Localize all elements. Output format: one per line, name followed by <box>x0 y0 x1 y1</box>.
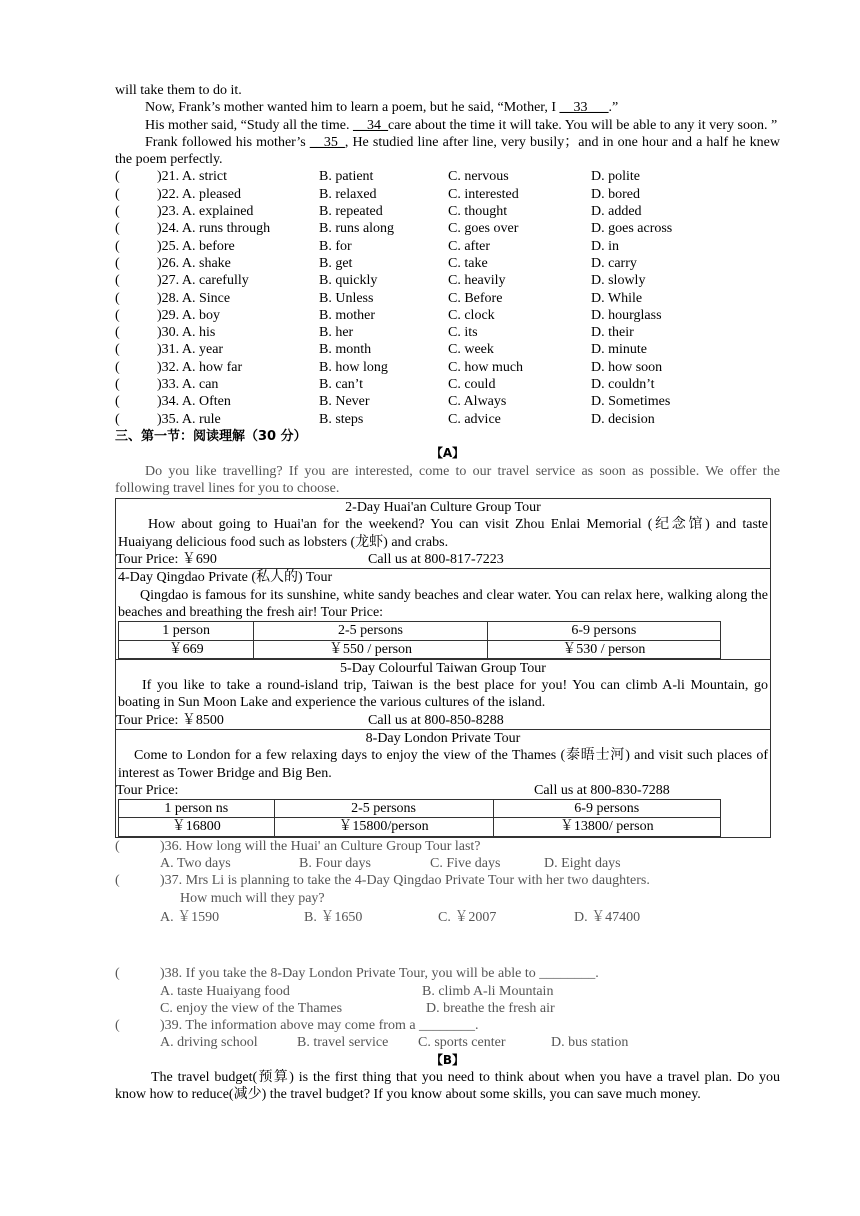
choice-a: A. driving school <box>160 1035 258 1051</box>
cloze-line: Now, Frank’s mother wanted him to learn a poem, but he said, “Mother, I __33___.” <box>145 100 619 116</box>
blank-33: __33___ <box>559 100 609 116</box>
price-header: 2-5 persons <box>254 622 487 640</box>
answer-paren: ( <box>115 186 120 202</box>
question-number-option-a: )23. A. explained <box>157 204 254 220</box>
price-cell: ￥16800 <box>119 818 275 836</box>
answer-paren: ( <box>115 238 120 254</box>
option-b: B. Unless <box>319 290 374 306</box>
option-c: C. nervous <box>448 169 509 185</box>
answer-paren: ( <box>115 377 120 393</box>
choice-a: A. taste Huaiyang food <box>160 983 290 999</box>
option-c: C. week <box>448 342 494 358</box>
question-number-option-a: )24. A. runs through <box>157 221 271 237</box>
choice-b: B. climb A-li Mountain <box>422 983 554 999</box>
answer-paren: ( <box>115 307 120 323</box>
question-stem: )36. How long will the Huai' an Culture Group Tour last? <box>160 838 481 854</box>
tour-box <box>115 498 771 838</box>
price-cell: ￥550 / person <box>254 640 487 658</box>
price-cell: ￥13800/ person <box>493 818 720 836</box>
option-d: D. goes across <box>591 221 673 237</box>
price-cell: ￥15800/person <box>274 818 493 836</box>
answer-paren: ( <box>115 221 120 237</box>
choice-b: B. travel service <box>297 1035 389 1051</box>
question-number-option-a: )22. A. pleased <box>157 186 241 202</box>
choice-a: A. Two days <box>160 856 231 872</box>
question-number-option-a: )35. A. rule <box>157 411 221 427</box>
option-d: D. Sometimes <box>591 394 671 410</box>
option-c: C. advice <box>448 411 501 427</box>
tour-desc: Qingdao is famous for its sunshine, white sandy beaches and clear water. You can relax here, walking along the beaches and breathing the fresh air! Tour Price: <box>118 587 768 620</box>
price-cell: ￥669 <box>119 640 254 658</box>
answer-paren: ( <box>115 255 120 271</box>
option-b: B. steps <box>319 411 364 427</box>
choice-c: C. Five days <box>430 856 501 872</box>
tour-title: 5-Day Colourful Taiwan Group Tour <box>340 660 546 676</box>
option-b: B. quickly <box>319 273 378 289</box>
option-c: C. clock <box>448 307 495 323</box>
option-b: B. for <box>319 238 352 254</box>
option-c: C. take <box>448 255 488 271</box>
cloze-line: will take them to do it. <box>115 83 242 98</box>
question-39 <box>115 1017 780 1052</box>
tour-title: 8-Day London Private Tour <box>365 730 521 746</box>
question-stem: )38. If you take the 8-Day London Private Tour, you will be able to ________. <box>160 966 599 982</box>
tour-title: 4-Day Qingdao Private (私人的) Tour <box>118 570 333 586</box>
answer-paren: ( <box>115 204 120 220</box>
question-37 <box>115 872 780 926</box>
option-d: D. their <box>591 325 634 341</box>
tour-qingdao <box>116 569 770 659</box>
option-c: C. Before <box>448 290 503 306</box>
question-number-option-a: )34. A. Often <box>157 394 231 410</box>
option-d: D. decision <box>591 411 655 427</box>
option-b: B. how long <box>319 359 388 375</box>
option-b: B. Never <box>319 394 370 410</box>
question-number-option-a: )30. A. his <box>157 325 216 341</box>
option-c: C. heavily <box>448 273 506 289</box>
question-number-option-a: )32. A. how far <box>157 359 243 375</box>
option-b: B. relaxed <box>319 186 377 202</box>
answer-paren: ( <box>115 1018 120 1034</box>
price-table <box>118 621 721 659</box>
question-number-option-a: )29. A. boy <box>157 307 220 323</box>
question-number-option-a: )25. A. before <box>157 238 235 254</box>
tour-phone: Call us at 800-817-7223 <box>368 552 504 568</box>
choice-b: B. Four days <box>299 856 371 872</box>
part-b-intro: The travel budget(预算) is the first thing that you need to think about when you have a travel plan. Do you know how to reduce(减少) the travel budget? If you know about some skills, you can save much money. <box>115 1070 780 1103</box>
price-cell: ￥530 / person <box>487 640 720 658</box>
option-d: D. While <box>591 290 643 306</box>
part-a-intro: Do you like travelling? If you are interested, come to our travel service as soon as possible. We offer the following travel lines for you to choose. <box>115 463 780 496</box>
option-c: C. Always <box>448 394 507 410</box>
tour-london <box>116 730 770 837</box>
answer-paren: ( <box>115 359 120 375</box>
answer-paren: ( <box>115 411 120 427</box>
price-header: 1 person ns <box>119 800 275 818</box>
option-b: B. her <box>319 325 354 341</box>
answer-paren: ( <box>115 838 120 854</box>
tour-phone: Call us at 800-850-8288 <box>368 712 504 728</box>
answer-paren: ( <box>115 966 120 982</box>
answer-paren: ( <box>115 325 120 341</box>
cloze-line: His mother said, “Study all the time. __34_care about the time it will take. You will be able to any it very soon. ” <box>145 117 778 133</box>
question-number-option-a: )28. A. Since <box>157 290 231 306</box>
choice-c: C. enjoy the view of the Thames <box>160 1000 343 1016</box>
option-b: B. mother <box>319 307 375 323</box>
question-stem: )39. The information above may come from a ________. <box>160 1018 479 1034</box>
choices <box>115 1000 780 1017</box>
choice-a: A. ￥1590 <box>160 909 220 925</box>
option-d: D. carry <box>591 255 637 271</box>
tour-title: 2-Day Huai'an Culture Group Tour <box>345 500 541 516</box>
option-c: C. goes over <box>448 221 519 237</box>
answer-paren: ( <box>115 169 120 185</box>
option-d: D. hourglass <box>591 307 662 323</box>
option-d: D. couldn’t <box>591 377 655 393</box>
cloze-line: Frank followed his mother’s __35_, He studied line after line, very busily；and in one hour and a half he knew the poem perfectly. <box>115 134 780 168</box>
option-b: B. get <box>319 255 353 271</box>
option-c: C. interested <box>448 186 519 202</box>
question-number-option-a: )21. A. strict <box>157 169 227 185</box>
option-d: D. minute <box>591 342 647 358</box>
answer-paren: ( <box>115 342 120 358</box>
tour-taiwan <box>116 660 770 730</box>
section-title: 三、第一节：阅读理解（30 分） <box>115 428 307 444</box>
choice-c: C. sports center <box>418 1035 506 1051</box>
option-d: D. added <box>591 204 642 220</box>
tour-price: Tour Price: ￥8500 <box>116 712 224 728</box>
blank-35: __35_ <box>309 134 345 150</box>
option-b: B. can’t <box>319 377 364 393</box>
price-header: 2-5 persons <box>274 800 493 818</box>
tour-desc: If you like to take a round-island trip, Taiwan is the best place for you! You can climb A-li Mountain, go boating in Sun Moon Lake and experience the various cultures of the island. <box>118 678 768 711</box>
question-number-option-a: )31. A. year <box>157 342 224 358</box>
tour-huaian <box>116 499 770 569</box>
option-b: B. month <box>319 342 372 358</box>
choices <box>115 1034 780 1051</box>
option-b: B. repeated <box>319 204 383 220</box>
option-c: C. after <box>448 238 490 254</box>
choices <box>115 855 780 872</box>
answer-paren: ( <box>115 290 120 306</box>
part-a-label: 【A】 <box>430 446 465 461</box>
answer-paren: ( <box>115 873 120 889</box>
tour-price-line <box>116 551 770 568</box>
price-header: 1 person <box>119 622 254 640</box>
choices <box>115 907 780 926</box>
question-number-option-a: )33. A. can <box>157 377 219 393</box>
tour-price-line <box>116 782 770 799</box>
choice-d: D. Eight days <box>544 856 621 872</box>
part-b-label: 【B】 <box>430 1052 465 1067</box>
choice-b: B. ￥1650 <box>304 909 363 925</box>
option-c: C. could <box>448 377 496 393</box>
tour-price: Tour Price: ￥690 <box>116 552 217 568</box>
choice-c: C. ￥2007 <box>438 909 497 925</box>
option-c: C. thought <box>448 204 508 220</box>
question-number-option-a: )27. A. carefully <box>157 273 249 289</box>
question-number-option-a: )26. A. shake <box>157 255 231 271</box>
tour-desc: Come to London for a few relaxing days to enjoy the view of the Thames (泰晤士河) and visit such places of interest as Tower Bridge and Big Ben. <box>118 748 768 781</box>
question-stem-cont: How much will they pay? <box>180 890 325 906</box>
question-stem: )37. Mrs Li is planning to take the 4-Day Qingdao Private Tour with her two daughters. <box>160 873 650 889</box>
choice-d: D. ￥47400 <box>574 909 641 925</box>
option-d: D. slowly <box>591 273 646 289</box>
option-c: C. how much <box>448 359 524 375</box>
price-header: 6-9 persons <box>487 622 720 640</box>
answer-paren: ( <box>115 273 120 289</box>
price-header: 6-9 persons <box>493 800 720 818</box>
question-38 <box>115 965 780 1017</box>
option-d: D. in <box>591 238 619 254</box>
price-table <box>118 799 721 837</box>
tour-desc: How about going to Huai'an for the weekend? You can visit Zhou Enlai Memorial (纪念馆) and taste Huaiyang delicious food such as lobsters (龙虾) and crabs. <box>118 517 768 550</box>
choice-d: D. breathe the fresh air <box>426 1000 555 1016</box>
tour-phone: Call us at 800-830-7288 <box>534 782 670 798</box>
answer-paren: ( <box>115 394 120 410</box>
choices <box>115 983 780 1000</box>
option-b: B. runs along <box>319 221 395 237</box>
tour-price-line <box>116 712 770 729</box>
choice-d: D. bus station <box>551 1035 629 1051</box>
option-c: C. its <box>448 325 478 341</box>
blank-34: __34_ <box>353 117 389 133</box>
tour-price: Tour Price: <box>116 782 179 798</box>
option-d: D. polite <box>591 169 640 185</box>
option-d: D. how soon <box>591 359 663 375</box>
cloze-options <box>115 168 780 427</box>
question-36 <box>115 838 780 873</box>
option-b: B. patient <box>319 169 374 185</box>
exam-page <box>115 82 780 1104</box>
option-d: D. bored <box>591 186 640 202</box>
